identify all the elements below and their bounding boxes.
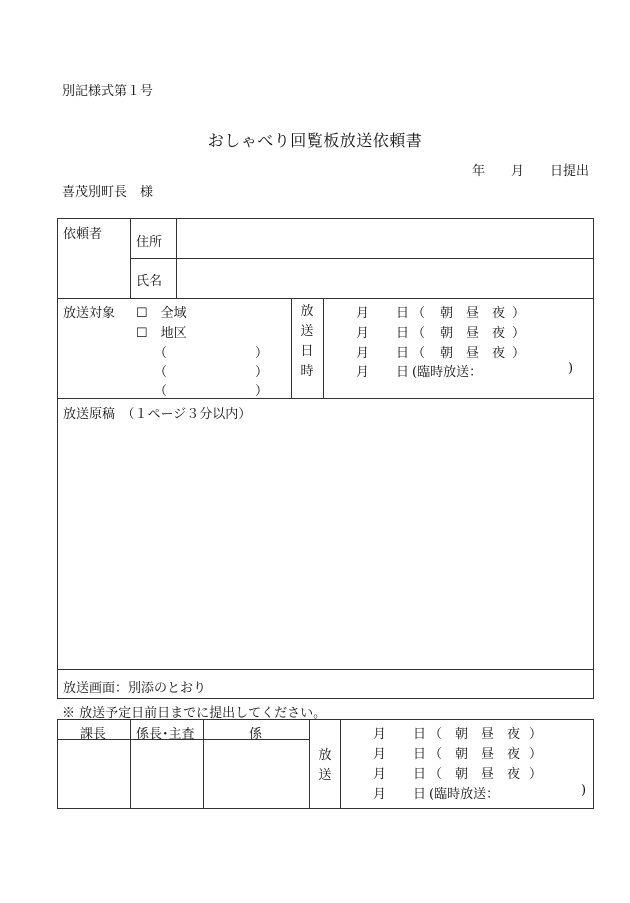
addressee: 喜茂別町長 様: [62, 185, 154, 200]
broadcast-datetime-label: 放 送 日 時: [300, 304, 314, 379]
name-field[interactable]: [178, 261, 592, 296]
area-entry-close: ）: [255, 365, 269, 380]
submission-date: [472, 160, 589, 179]
section-chief-header: 課長: [80, 727, 107, 742]
document-title: おしゃべり回覧板放送依頼書: [207, 131, 423, 150]
staff-header: 係: [249, 727, 263, 742]
office-broadcast-label: 放 送: [318, 748, 332, 783]
manuscript-field[interactable]: [59, 422, 592, 667]
date-month: 月: [511, 164, 525, 179]
target-option-all[interactable]: ☐ 全域: [136, 306, 187, 321]
form-number: 別記様式第１号: [62, 84, 154, 99]
area-entry-close: ）: [255, 384, 269, 399]
area-entry-open: （: [154, 346, 168, 361]
target-option-area[interactable]: ☐ 地区: [136, 326, 187, 341]
broadcast-target-label: 放送対象: [63, 306, 116, 321]
requester-label: 依頼者: [63, 227, 103, 242]
address-label: 住所: [136, 235, 163, 250]
date-day: 日提出: [550, 164, 590, 179]
area-entry-open: （: [154, 384, 168, 399]
name-label: 氏名: [136, 274, 163, 289]
subsection-chief-header: 係長･主査: [136, 727, 195, 742]
submission-notice: ※ 放送予定日前日までに提出してください。: [62, 706, 327, 721]
area-entry-close: ）: [255, 346, 269, 361]
broadcast-screen-label: 放送画面：別添のとおり: [63, 681, 207, 696]
date-year: 年: [472, 164, 486, 179]
address-field[interactable]: [178, 221, 592, 256]
manuscript-label: 放送原稿 （１ページ３分以内）: [63, 407, 252, 422]
area-entry-open: （: [154, 365, 168, 380]
